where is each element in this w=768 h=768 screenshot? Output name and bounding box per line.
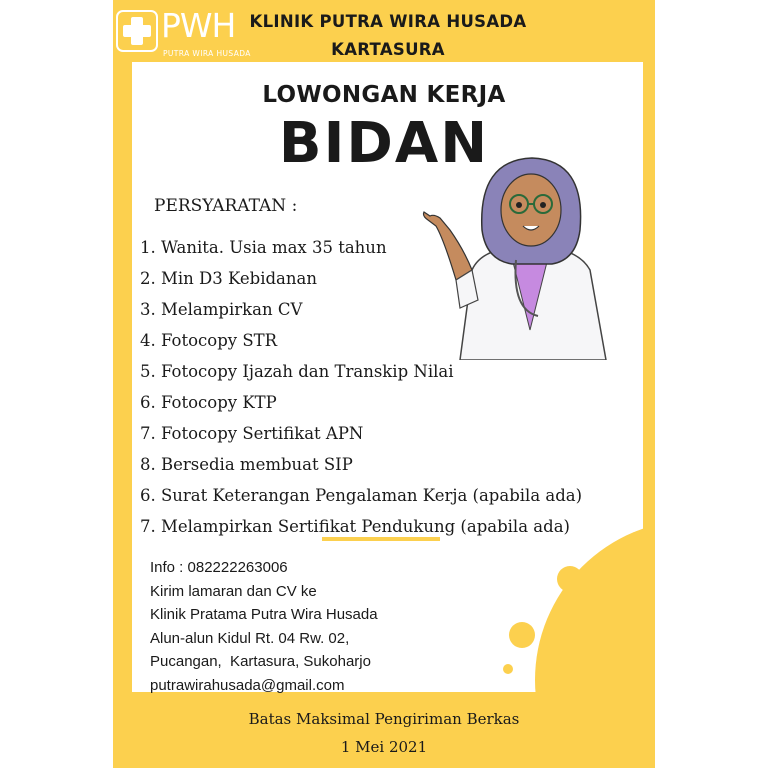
- list-item: 4. Fotocopy STR: [140, 331, 278, 350]
- decorative-dot: [509, 622, 535, 648]
- decorative-dot: [598, 560, 610, 572]
- list-item: 1. Wanita. Usia max 35 tahun: [140, 238, 387, 257]
- list-item: 6. Surat Keterangan Pengalaman Kerja (apabila ada): [140, 486, 583, 505]
- logo-letters: PWH: [161, 6, 236, 45]
- decorative-dot: [503, 664, 513, 674]
- list-item: 7. Fotocopy Sertifikat APN: [140, 424, 364, 443]
- contact-clinic: Klinik Pratama Putra Wira Husada: [150, 606, 378, 623]
- requirements-heading: PERSYARATAN :: [154, 196, 298, 216]
- job-position: BIDAN: [278, 111, 490, 176]
- logo-subtitle: PUTRA WIRA HUSADA: [163, 49, 251, 58]
- contact-address-line1: Alun-alun Kidul Rt. 04 Rw. 02,: [150, 629, 350, 647]
- contact-phone: Info : 082222263006: [150, 559, 288, 576]
- list-item: 6. Fotocopy KTP: [140, 393, 277, 412]
- contact-info: [150, 556, 378, 697]
- list-item: 7. Melampirkan Sertifikat Pendukung (apabila ada): [140, 517, 570, 536]
- requirements-list: [140, 232, 582, 542]
- deadline: [113, 705, 655, 761]
- clinic-name-line1: KLINIK PUTRA WIRA HUSADA: [249, 12, 527, 31]
- clinic-name: [240, 8, 536, 64]
- job-title: LOWONGAN KERJA: [262, 82, 506, 108]
- contact-address-line2: Pucangan, Kartasura, Sukoharjo: [150, 653, 371, 670]
- list-item: 5. Fotocopy Ijazah dan Transkip Nilai: [140, 362, 454, 381]
- deadline-date: 1 Mei 2021: [340, 738, 428, 756]
- contact-email: putrawirahusada@gmail.com: [150, 676, 345, 694]
- decorative-dot: [557, 566, 583, 592]
- medical-cross-icon: [116, 10, 158, 52]
- accent-divider: [322, 537, 440, 541]
- clinic-name-line2: KARTASURA: [331, 40, 445, 59]
- clinic-logo: [116, 6, 251, 62]
- list-item: 2. Min D3 Kebidanan: [140, 269, 317, 288]
- list-item: 3. Melampirkan CV: [140, 300, 303, 319]
- contact-instruction: Kirim lamaran dan CV ke: [150, 582, 317, 600]
- deadline-label: Batas Maksimal Pengiriman Berkas: [248, 710, 520, 728]
- list-item: 8. Bersedia membuat SIP: [140, 455, 353, 474]
